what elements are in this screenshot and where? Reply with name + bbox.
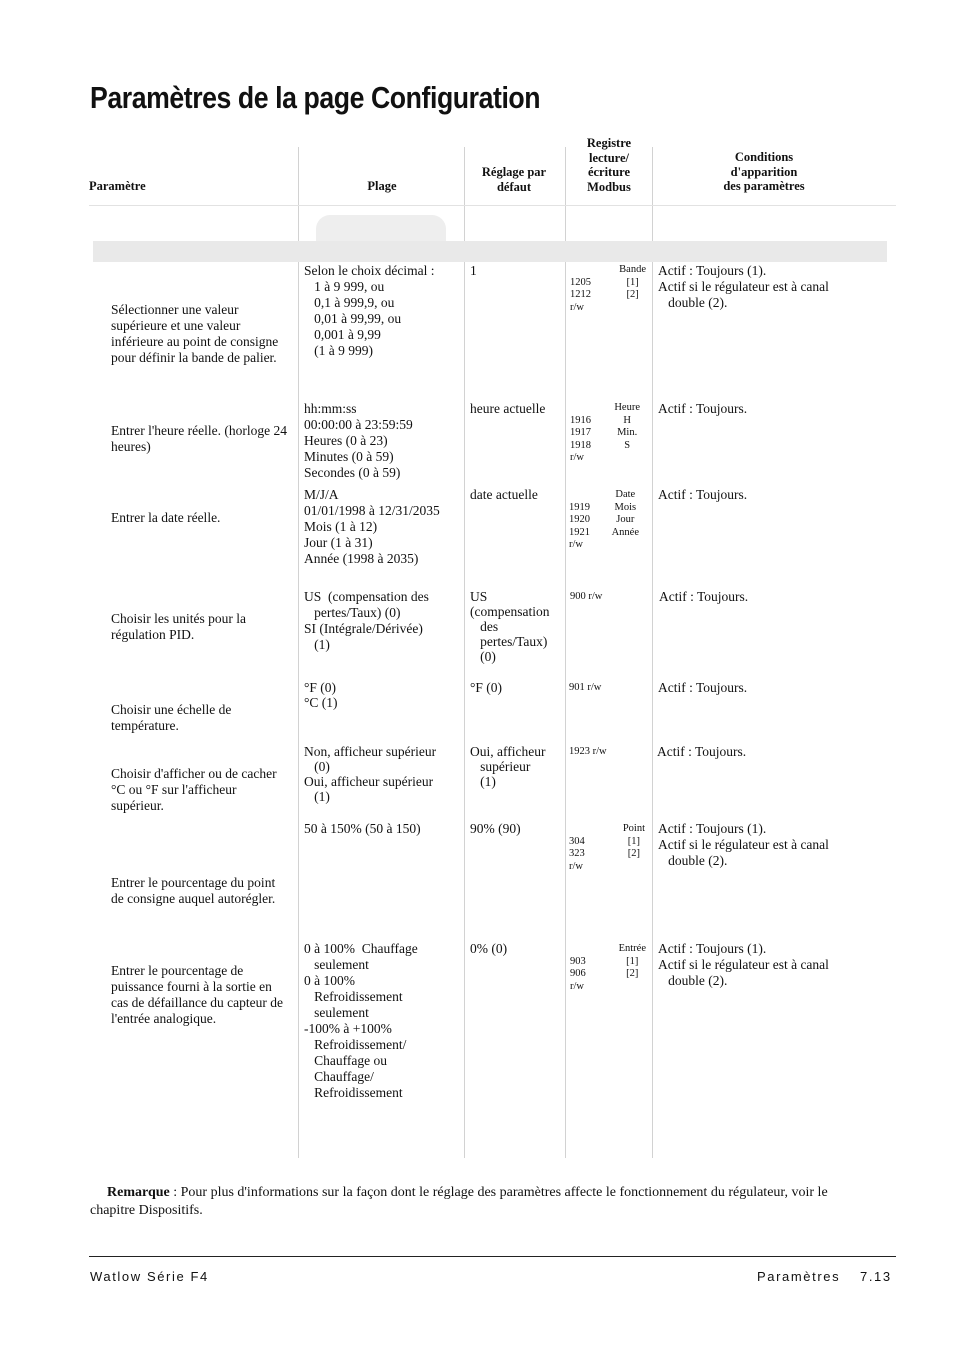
row-conditions: Actif : Toujours. [657,744,747,759]
footer-product: Watlow Série F4 [90,1269,209,1284]
row-description: Entrer le pourcentage de puissance fourni à la sortie en cas de défaillance du capteur de l'entrée analogique. [111,963,284,1026]
row-conditions: Actif : Toujours. [658,401,748,416]
header-separator [89,205,896,206]
row-modbus [569,823,645,883]
modbus-labels: Bande [1] [2] [619,264,646,300]
row-plage: M/J/A 01/01/1998 à 12/31/2035 Mois (1 à 12) Jour (1 à 31) Année (1998 à 2035) [304,487,440,566]
modbus-registers: 901 r/w [569,682,602,693]
display-tab-graphic [316,215,446,241]
footer-section: Paramètres [757,1269,841,1284]
row-description: Choisir d'afficher ou de cacher °C ou °F sur l'afficheur supérieur. [111,766,277,813]
row-plage: °F (0) °C (1) [304,680,338,710]
modbus-registers: 903 906 r/w [570,955,586,992]
row-conditions: Actif : Toujours (1). Actif si le régulateur est à canal double (2). [658,263,829,310]
modbus-labels: Heure H Min. S [614,402,640,451]
modbus-labels: Point [1] [2] [622,823,645,859]
row-modbus [570,264,646,324]
column-divider [652,147,653,1158]
column-divider [565,147,566,1158]
row-modbus [570,591,650,605]
modbus-registers: 1923 r/w [569,746,607,757]
modbus-registers: 1919 1920 1921 r/w [569,501,590,550]
row-plage: 0 à 100% Chauffage seulement 0 à 100% Refroidissement seulement -100% à +100% Refroidissement/ Chauffage ou Chauffage/ Refroidissement [304,941,418,1100]
row-defaut: heure actuelle [470,401,546,416]
column-divider [298,147,299,1158]
row-plage: US (compensation des pertes/Taux) (0) SI (Intégrale/Dérivée) (1) [304,589,429,652]
modbus-labels: Date Mois Jour Année [611,489,639,538]
column-divider [464,147,465,1158]
row-defaut: 1 [470,263,477,278]
section-band [93,241,887,262]
row-description: Entrer l'heure réelle. (horloge 24 heures) [111,423,287,454]
row-defaut: US (compensation des pertes/Taux) (0) [470,589,550,664]
note-label: Remarque [107,1185,170,1200]
row-defaut: date actuelle [470,487,538,502]
row-description: Choisir les unités pour la régulation PID. [111,611,246,642]
modbus-labels: Entrée [1] [2] [618,943,646,979]
row-defaut: 0% (0) [470,941,508,956]
page-title: Paramètres de la page Configuration [90,80,541,115]
note-paragraph [90,1184,870,1220]
row-plage: hh:mm:ss 00:00:00 à 23:59:59 Heures (0 à 23) Minutes (0 à 59) Secondes (0 à 59) [304,401,413,480]
modbus-registers: 900 r/w [570,591,603,602]
row-description: Choisir une échelle de température. [111,702,232,733]
row-modbus [570,402,640,472]
row-conditions: Actif : Toujours (1). Actif si le régulateur est à canal double (2). [658,941,829,988]
row-description: Sélectionner une valeur supérieure et une valeur inférieure au point de consigne pour définir la bande de palier. [111,302,279,365]
row-modbus [569,746,649,760]
row-conditions: Actif : Toujours. [658,680,748,695]
row-modbus [570,943,646,1003]
row-plage: 50 à 150% (50 à 150) [304,821,421,836]
header-plage: Plage [367,179,397,193]
row-plage: Non, afficheur supérieur (0) Oui, afficheur supérieur (1) [304,744,437,804]
row-defaut: 90% (90) [470,821,521,836]
row-defaut: Oui, afficheur supérieur (1) [470,744,546,789]
row-description: Entrer le pourcentage du point de consigne auquel autorégler. [111,875,276,906]
header-parametre: Paramètre [89,179,146,193]
header-conditions: Conditions d'apparition des paramètres [723,150,805,193]
footer-rule [89,1256,896,1257]
row-conditions: Actif : Toujours. [658,487,748,502]
header-registre-modbus: Registre lecture/ écriture Modbus [586,136,632,194]
note-text: : Pour plus d'informations sur la façon dont le réglage des paramètres affecte le fonctionnement du régulateur, voir le chapitre Dispositifs. [90,1185,828,1218]
modbus-registers: 304 323 r/w [569,835,585,872]
row-modbus [569,489,639,559]
row-defaut: °F (0) [470,680,503,695]
row-conditions: Actif : Toujours. [659,589,749,604]
header-reglage-defaut: Réglage par défaut [481,165,547,194]
footer-page-number: 7.13 [860,1269,892,1284]
modbus-registers: 1916 1917 1918 r/w [570,414,591,463]
row-conditions: Actif : Toujours (1). Actif si le régulateur est à canal double (2). [658,821,829,868]
row-plage: Selon le choix décimal : 1 à 9 999, ou 0,1 à 999,9, ou 0,01 à 99,99, ou 0,001 à 9,99 (1 à 9 999) [304,263,435,358]
row-modbus [569,682,649,696]
modbus-registers: 1205 1212 r/w [570,276,591,313]
row-description: Entrer la date réelle. [111,510,221,525]
